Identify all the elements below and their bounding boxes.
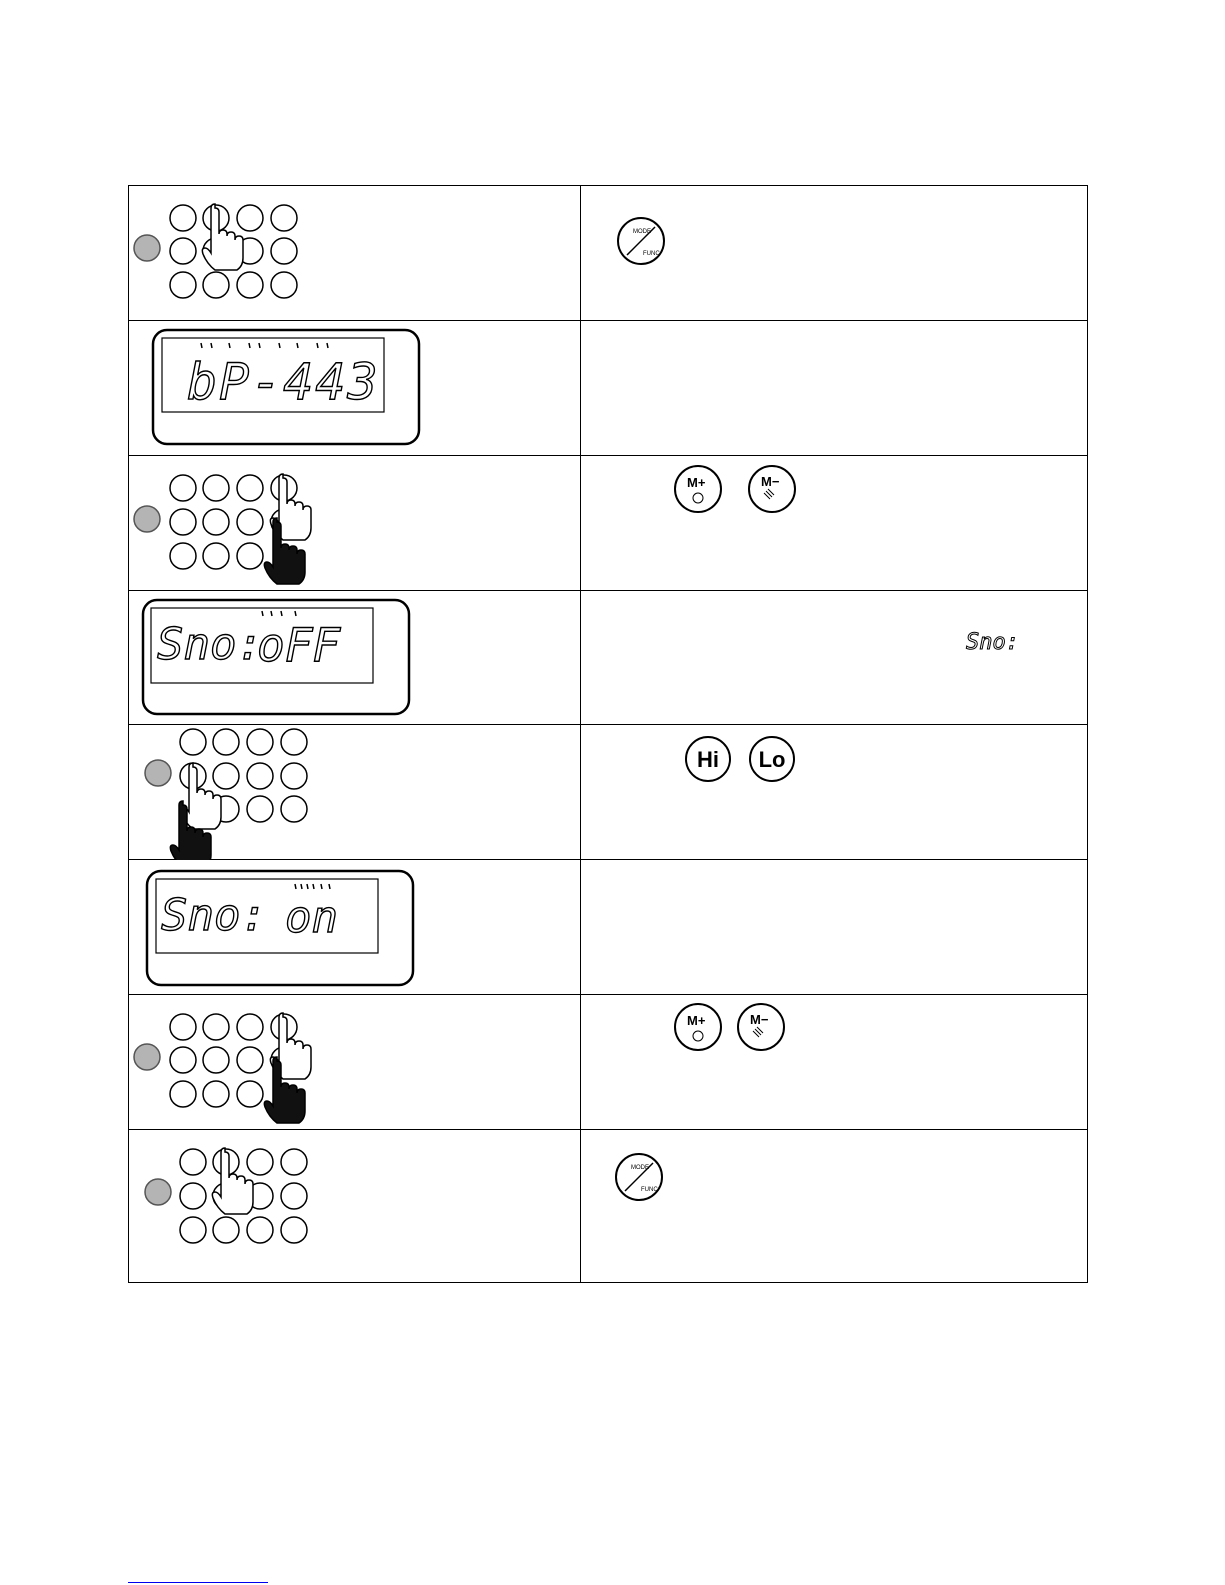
hi-button-icon <box>686 737 730 781</box>
keypad-illustration <box>129 725 581 860</box>
lcd-illustration <box>129 591 581 725</box>
lcd-label: Sno: <box>161 890 267 941</box>
step-row-8 <box>129 1130 1088 1283</box>
lo-button-icon <box>750 737 794 781</box>
svg-text:M−: M− <box>761 474 780 489</box>
lcd-value: on <box>285 892 338 943</box>
svg-text:MODE: MODE <box>631 1165 649 1171</box>
instruction-cell <box>581 725 1088 860</box>
power-indicator-icon <box>145 1179 171 1205</box>
instruction-cell <box>581 456 1088 591</box>
keypad-illustration <box>129 456 581 591</box>
instruction-cell <box>581 860 1088 995</box>
m-plus-button-icon <box>675 1004 721 1050</box>
svg-text:M+: M+ <box>687 1013 706 1028</box>
keypad-illustration <box>129 1130 581 1283</box>
lcd-label: Sno: <box>157 619 263 670</box>
power-indicator-icon <box>134 235 160 261</box>
footer-link-underline <box>128 1582 268 1583</box>
lcd-illustration <box>129 321 581 456</box>
svg-text:Hi: Hi <box>697 747 719 772</box>
mode-func-button-icon <box>618 218 664 264</box>
svg-text:Lo: Lo <box>758 747 786 772</box>
m-minus-button-icon <box>749 466 795 512</box>
step-row-5 <box>129 725 1088 860</box>
power-indicator-icon <box>145 760 171 786</box>
procedure-table <box>128 185 1088 1283</box>
mode-func-button-icon <box>616 1154 662 1200</box>
svg-text:MODE: MODE <box>633 229 651 235</box>
m-minus-button-icon <box>738 1004 784 1050</box>
step-row-1 <box>129 186 1088 321</box>
svg-text:FUNC: FUNC <box>641 1187 658 1193</box>
instruction-cell <box>581 995 1088 1130</box>
instruction-cell <box>581 321 1088 456</box>
m-plus-button-icon <box>675 466 721 512</box>
instruction-cell <box>581 1130 1088 1283</box>
step-row-6 <box>129 860 1088 995</box>
instruction-cell <box>581 186 1088 321</box>
power-indicator-icon <box>134 506 160 532</box>
keypad-illustration <box>129 995 581 1130</box>
svg-text:M+: M+ <box>687 475 706 490</box>
lcd-value: oFF <box>257 618 341 672</box>
power-indicator-icon <box>134 1044 160 1070</box>
svg-text:M−: M− <box>750 1012 769 1027</box>
step-row-4 <box>129 591 1088 725</box>
step-row-3 <box>129 456 1088 591</box>
step-row-7 <box>129 995 1088 1130</box>
inline-sno-display: Sno: <box>966 630 1019 655</box>
step-row-2 <box>129 321 1088 456</box>
lcd-reading: bP-443 <box>187 353 380 411</box>
lcd-illustration <box>129 860 581 995</box>
svg-text:FUNC: FUNC <box>643 251 660 257</box>
instruction-cell <box>581 591 1088 725</box>
keypad-illustration <box>129 186 581 321</box>
